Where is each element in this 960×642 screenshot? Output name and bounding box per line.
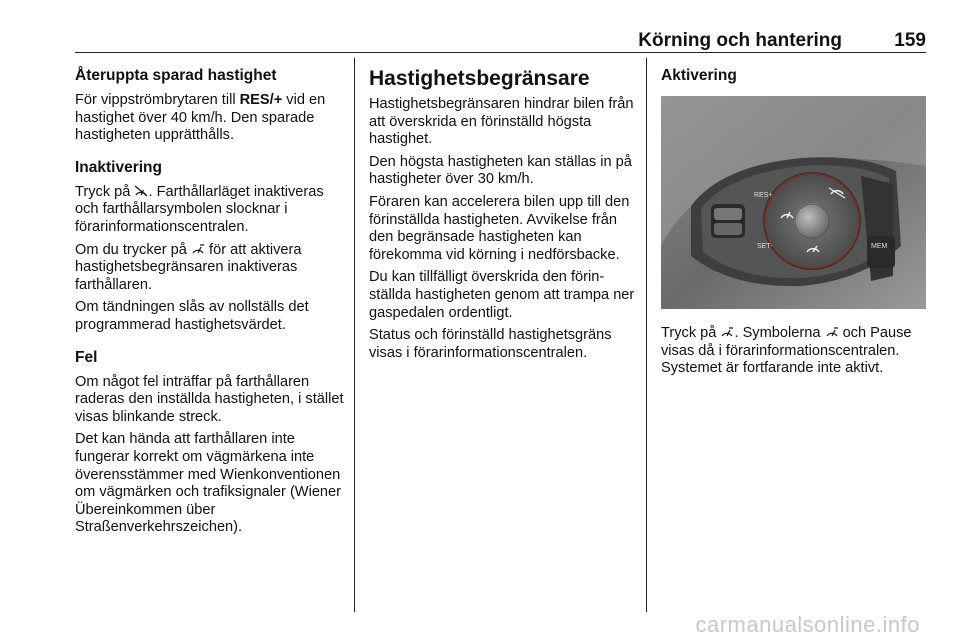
column-2 bbox=[369, 66, 637, 367]
steering-wheel-controls-illustration bbox=[661, 96, 926, 309]
paragraph-deactivation-2: Om du trycker på för att aktivera hastighetsbegränsaren inaktiveras farthållaren. bbox=[75, 241, 302, 293]
paragraph-deactivation-1: Tryck på . Farthållarläget inaktiveras och farthållarsymbolen slocknar i förarinformationscentralen. bbox=[75, 183, 324, 235]
header-rule bbox=[75, 52, 926, 53]
res-plus-label: RES+ bbox=[754, 192, 773, 199]
heading-activation: Aktivering bbox=[661, 67, 737, 84]
page-number: 159 bbox=[894, 30, 926, 51]
paragraph-limiter-2: Den högsta hastigheten kan ställas in på hastigheter över 30 km/h. bbox=[369, 153, 632, 188]
mem-label: MEM bbox=[871, 243, 888, 250]
column-1 bbox=[75, 66, 347, 542]
column-3 bbox=[661, 66, 926, 383]
watermark: carmanualsonline.info bbox=[695, 612, 920, 637]
column-divider-1 bbox=[354, 58, 355, 612]
paragraph-resume: För vippströmbrytaren till RES/+ vid en hastighet över 40 km/h. Den sparade hastigheten upprätthålls. bbox=[75, 92, 326, 144]
speed-limiter-icon bbox=[191, 243, 205, 255]
steering-wheel-svg bbox=[661, 96, 926, 309]
paragraph-limiter-5: Status och förinställd hastighetsgräns visas i förarinformationscentralen. bbox=[369, 327, 612, 361]
speed-limiter-icon bbox=[825, 326, 839, 338]
set-minus-label: SET- bbox=[757, 243, 773, 250]
paragraph-activation: Tryck på . Symbolerna och Pause visas då i förarinformationscentralen. Systemet är fortfarande inte aktivt. bbox=[661, 325, 912, 377]
heading-fault: Fel bbox=[75, 348, 98, 366]
heading-deactivation: Inaktivering bbox=[75, 158, 162, 176]
running-title: Körning och hantering bbox=[638, 30, 842, 51]
cruise-cancel-icon bbox=[134, 185, 148, 197]
paragraph-fault-2: Det kan hända att farthållaren inte fungerar korrekt om vägmärkena inte överensstämmer med Wienkonventionen om vägmärken och trafiksignaler (Wiener Übereinkommen über Straßenverkehrszeichen). bbox=[75, 431, 342, 536]
paragraph-limiter-1: Hastighetsbegränsaren hindrar bilen från att överskrida en förinställd högsta hastighet. bbox=[369, 96, 634, 148]
res-plus-label: RES/+ bbox=[239, 92, 283, 108]
heading-speed-limiter: Hastighetsbegränsare bbox=[369, 67, 590, 90]
speed-limiter-icon bbox=[720, 326, 734, 338]
paragraph-fault-1: Om något fel inträffar på farthållaren raderas den inställda hastigheten, i stället visas blinkande streck. bbox=[75, 373, 344, 425]
paragraph-deactivation-3: Om tändningen slås av nollställs det programmerad hastighetsvärdet. bbox=[75, 299, 309, 333]
column-divider-2 bbox=[646, 58, 647, 612]
paragraph-limiter-4: Du kan tillfälligt överskrida den förinställda hastigheten genom att trampa ner gaspedalen ordentligt. bbox=[369, 269, 635, 321]
heading-resume: Återuppta sparad hastighet bbox=[75, 67, 277, 84]
paragraph-limiter-3: Föraren kan accelerera bilen upp till den förinställda hastigheten. Avvikelse från den begränsade hastigheten kan förekomma vid körning i nedförsbacke. bbox=[369, 193, 630, 263]
page-header bbox=[75, 30, 926, 54]
